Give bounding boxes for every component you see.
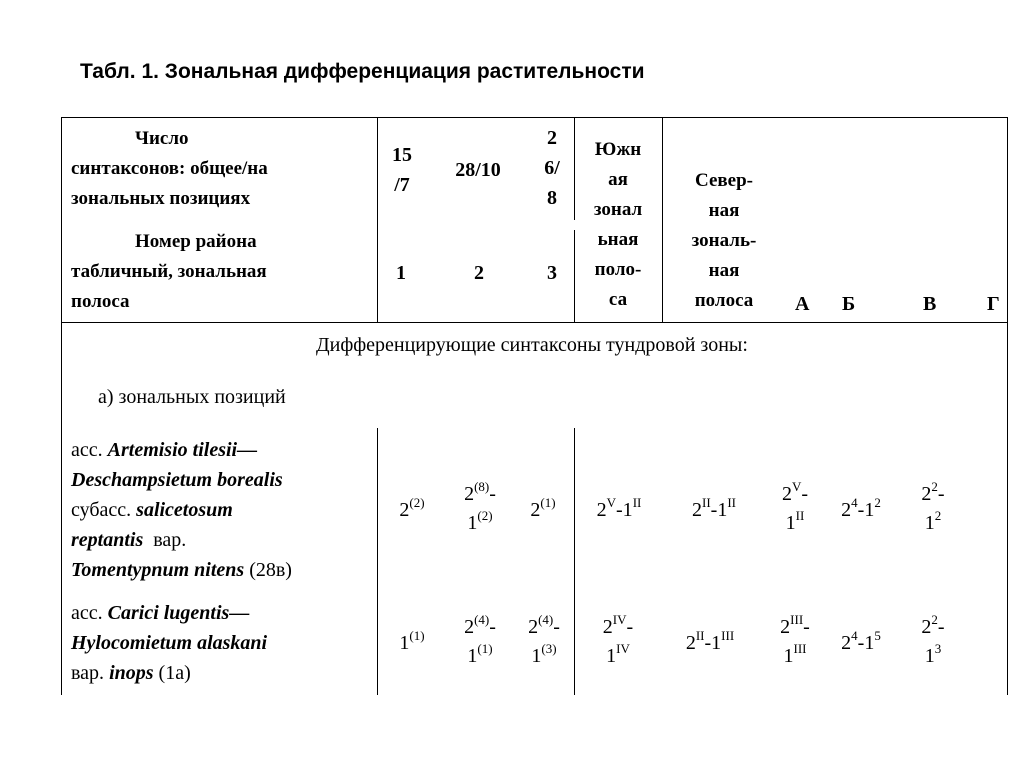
- subsection-title: а) зональных позиций: [98, 386, 286, 408]
- header-district-3: 3: [547, 262, 557, 284]
- header-south-zonal-band: Южн ая зонал ьная поло- са: [593, 139, 643, 310]
- row-2-cell-south-band: $2^{IV}-$ $1^{IV}$: [602, 612, 634, 667]
- syntaxon-name-row-1: асс. Artemisio tilesii— Deschampsietum borealis субасс. salicetosum reptantis вар. Tomentypnum nitens (28в): [71, 439, 292, 581]
- row-1-cell-subzone-v: $2^2-$ $1^2$: [921, 479, 945, 534]
- section-title: Дифференцирующие синтаксоны тундровой зоны:: [316, 334, 748, 356]
- row-2-cell-district-3: 2$^{(4)}$- 1$^{(3)}$: [528, 612, 560, 667]
- row-1-cell-north-band: $2^{II}-1^{II}$: [691, 495, 736, 521]
- header-subzone-v: В: [923, 293, 937, 315]
- row-2-cell-subzone-a: $2^{III}-$ $1^{III}$: [780, 612, 810, 667]
- row-2-cell-subzone-b: $2^4-1^5$: [841, 628, 881, 654]
- row-1-cell-district-1: 2$^{(2)}$: [399, 495, 425, 521]
- header-divider-2: [574, 117, 575, 220]
- header-count-district-1: 15 /7: [392, 144, 412, 196]
- row-1-cell-district-3: 2$^{(1)}$: [530, 495, 556, 521]
- header-bottom-border: [61, 322, 1008, 323]
- header-north-zonal-band: Север- ная зональ- ная полоса: [691, 170, 757, 311]
- table-top-border: [61, 117, 1008, 118]
- header-subzone-a: А: [795, 293, 810, 315]
- header-divider-3: [574, 230, 575, 322]
- row-1-cell-subzone-a: $2^V-$ $1^{II}$: [781, 479, 809, 534]
- header-count-district-2: 28/10: [455, 159, 501, 181]
- header-label-district-number: Номер района табличный, зональная полоса: [71, 231, 267, 312]
- header-district-2: 2: [474, 262, 484, 284]
- row-2-cell-district-2: 2$^{(4)}$- 1$^{(1)}$: [464, 612, 496, 667]
- table-title: Табл. 1. Зональная дифференциация растительности: [80, 60, 645, 83]
- row-1-cell-subzone-b: $2^4-1^2$: [841, 495, 881, 521]
- header-subzone-b: Б: [842, 293, 856, 315]
- header-subzone-g: Г: [987, 293, 1000, 315]
- table-right-border: [1007, 117, 1008, 695]
- row-1-cell-south-band: $2^V-1^{II}$: [596, 495, 642, 521]
- header-divider-4: [662, 117, 663, 322]
- syntaxon-name-row-2: асс. Carici lugentis— Hylocomietum alaskani вар. inops (1а): [71, 602, 268, 684]
- body-divider-2: [574, 428, 575, 695]
- row-1-cell-district-2: 2$^{(8)}$- 1$^{(2)}$: [464, 479, 496, 534]
- row-2-cell-district-1: 1$^{(1)}$: [399, 628, 425, 654]
- row-2-cell-north-band: $2^{II}-1^{III}$: [685, 628, 735, 654]
- row-2-cell-subzone-v: $2^2-$ $1^3$: [921, 612, 945, 667]
- header-label-syntaxa-count: Число синтаксонов: общее/на зональных позициях: [71, 128, 268, 209]
- body-divider-1: [377, 428, 378, 695]
- table-left-border: [61, 117, 62, 695]
- header-divider-1: [377, 117, 378, 322]
- header-count-district-3: 2 6/ 8: [544, 127, 560, 209]
- header-district-1: 1: [396, 262, 406, 284]
